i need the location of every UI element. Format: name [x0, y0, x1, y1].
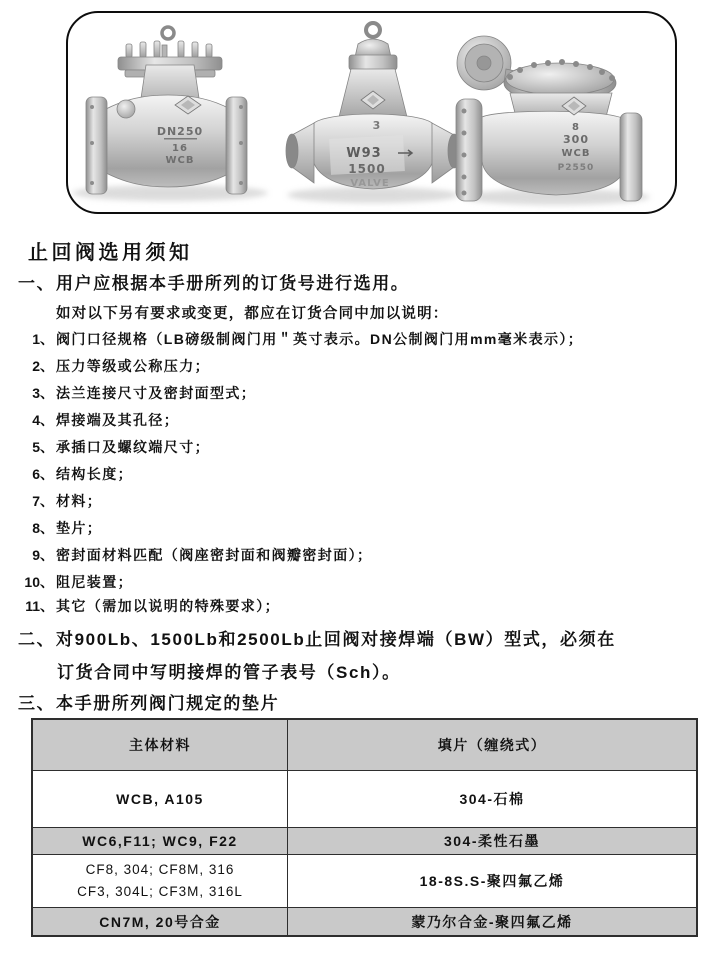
- valve-right-mark-code: P2550: [557, 163, 595, 173]
- list-item-number: 9、: [32, 547, 54, 563]
- valve-left-mark-body: WCB: [165, 155, 195, 166]
- table-row: [33, 854, 696, 907]
- valve-middle-mark-class: 1500: [348, 162, 386, 176]
- right-flange: [620, 113, 642, 201]
- valve-right-mark-class: 300: [563, 133, 589, 146]
- valve-body: [482, 111, 626, 195]
- section-3-marker: 三、: [18, 694, 56, 713]
- section-2-line2: 订货合同中写明接焊的管子表号（Sch）。: [57, 663, 401, 682]
- list-item-number: 10、: [24, 574, 54, 590]
- list-item-number: 2、: [32, 358, 54, 374]
- valve-photo-panel: [66, 11, 677, 214]
- table-cell-material: CN7M, 20号合金: [33, 908, 288, 935]
- list-item-number: 3、: [32, 385, 54, 401]
- valve-middle-mark-brand: VALVE: [350, 178, 390, 189]
- lifting-eyebolt-icon: [162, 27, 174, 39]
- right-flange: [226, 97, 247, 194]
- list-item-number: 1、: [32, 331, 54, 347]
- valve-middle-mark-size: 3: [372, 119, 382, 132]
- table-cell-gasket: 蒙乃尔合金-聚四氟乙烯: [288, 908, 696, 935]
- lifting-ring-icon: [366, 23, 380, 37]
- page-title: 止回阀选用须知: [28, 242, 193, 264]
- check-valve-photo-right: [456, 36, 642, 201]
- material-line-2: CF3, 304L; CF3M, 316L: [77, 884, 243, 899]
- table-cell-gasket: 304-柔性石墨: [288, 828, 696, 854]
- left-flange: [86, 97, 107, 194]
- valve-left-mark-dn: DN250: [156, 125, 204, 138]
- side-boss: [117, 100, 135, 118]
- section-1-text: 用户应根据本手册所列的订货号进行选用。: [56, 274, 410, 293]
- top-cap-dome: [355, 39, 391, 57]
- left-flange: [456, 99, 482, 201]
- list-item-text: 法兰连接尺寸及密封面型式；: [56, 385, 257, 401]
- valve-right-mark-size: 8: [572, 122, 580, 133]
- list-item-number: 4、: [32, 412, 54, 428]
- list-item-text: 焊接端及其孔径；: [56, 412, 180, 428]
- valve-left-mark-pn: 16: [172, 143, 188, 154]
- check-valve-photo-middle: [286, 23, 460, 189]
- list-item-number: 8、: [32, 520, 54, 536]
- table-header-row: [33, 720, 696, 770]
- table-cell-material: WCB, A105: [33, 771, 288, 827]
- table-row: [33, 770, 696, 827]
- list-item-number: 11、: [25, 598, 54, 614]
- section-1-marker: 一、: [18, 274, 56, 293]
- list-item-text: 结构长度；: [56, 466, 133, 482]
- table-row: [33, 827, 696, 854]
- section-2-line1: 对900Lb、1500Lb和2500Lb止回阀对接焊端（BW）型式，必须在: [56, 630, 616, 649]
- list-item-text: 阀门口径规格（LB磅级制阀门用＂英寸表示。DN公制阀门用mm毫米表示）；: [56, 331, 584, 347]
- table-cell-gasket: 304-石棉: [459, 791, 525, 807]
- section-1-intro: 如对以下另有要求或变更，都应在订货合同中加以说明：: [56, 306, 449, 322]
- list-item-text: 垫片；: [56, 520, 103, 536]
- table-cell-material: WC6,F11; WC9, F22: [33, 828, 288, 854]
- list-item-number: 7、: [32, 493, 54, 509]
- bonnet-studs: [126, 41, 212, 58]
- material-line-1: CF8, 304; CF8M, 316: [85, 861, 235, 877]
- list-item-text: 阻尼装置；: [56, 574, 133, 590]
- table-header-material: 主体材料: [33, 720, 288, 770]
- section-2-marker: 二、: [18, 630, 56, 649]
- section-3-text: 本手册所列阀门规定的垫片: [56, 694, 280, 713]
- list-item-text: 承插口及螺纹端尺寸；: [56, 439, 210, 455]
- list-item-text: 密封面材料匹配（阀座密封面和阀瓣密封面）；: [56, 547, 373, 563]
- table-row: [33, 907, 696, 935]
- table-cell-gasket: 18-8S.S-聚四氟乙烯: [419, 873, 565, 889]
- gasket-table: [31, 718, 698, 937]
- valve-photo-illustration: [68, 13, 675, 212]
- check-valve-photo-left: [86, 27, 247, 194]
- list-item-text: 其它（需加以说明的特殊要求）；: [56, 598, 280, 614]
- list-item-text: 压力等级或公称压力；: [56, 358, 210, 374]
- list-item-text: 材料；: [56, 493, 103, 509]
- table-cell-material: [33, 855, 288, 907]
- valve-middle-mark-fig: W93: [346, 146, 382, 161]
- valve-right-mark-body: WCB: [561, 148, 591, 159]
- list-item-number: 5、: [32, 439, 54, 455]
- table-header-gasket: 填片（缠绕式）: [288, 720, 696, 770]
- list-item-number: 6、: [32, 466, 54, 482]
